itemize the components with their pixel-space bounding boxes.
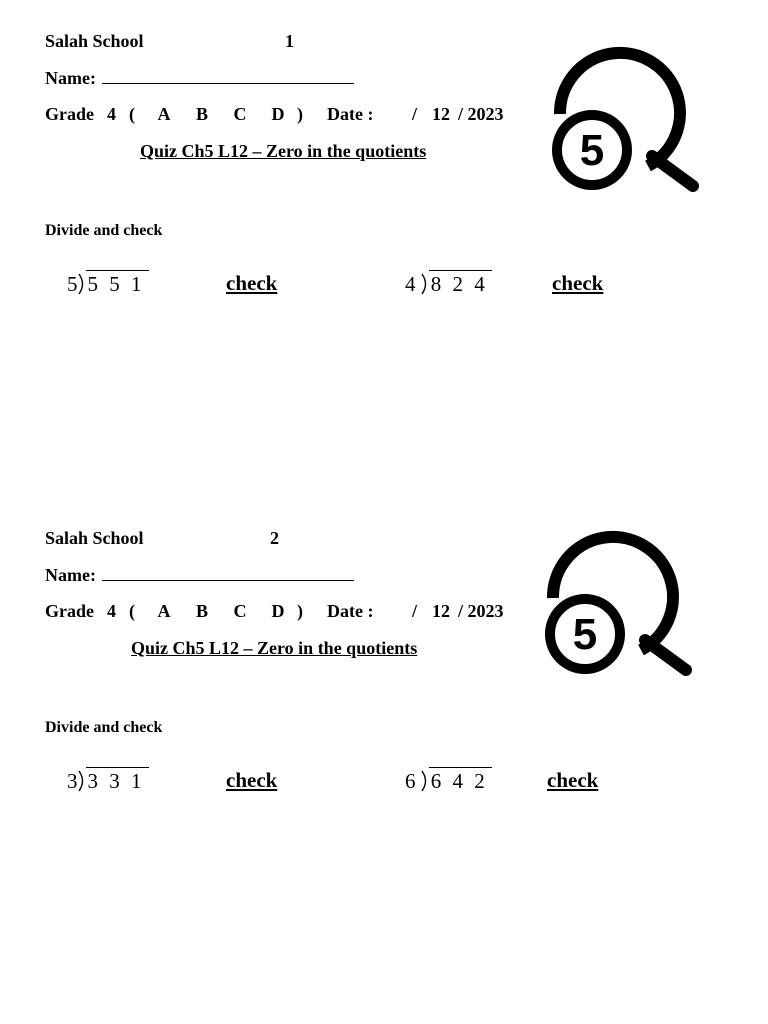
dividend: 8 2 4 xyxy=(429,270,492,297)
name-blank-line[interactable] xyxy=(102,565,354,581)
date-month: 12 xyxy=(432,601,450,621)
dividend: 5 5 1 xyxy=(86,270,149,297)
name-label: Name: xyxy=(45,68,96,88)
section-a[interactable]: A xyxy=(157,104,171,124)
grade-date-line xyxy=(45,104,518,125)
instruction: Divide and check xyxy=(45,719,163,736)
dividend: 3 3 1 xyxy=(86,767,149,794)
svg-text:5: 5 xyxy=(572,610,598,659)
long-division-bracket-icon xyxy=(421,273,429,295)
open-paren: ( xyxy=(129,104,135,124)
name-label: Name: xyxy=(45,565,96,585)
section-b[interactable]: B xyxy=(195,601,208,621)
division-problem-1 xyxy=(67,270,149,297)
division-problem-2 xyxy=(405,767,492,794)
school-name: Salah School xyxy=(45,31,144,51)
check-label-2: check xyxy=(547,768,599,792)
instruction: Divide and check xyxy=(45,222,163,239)
magnifier-five-logo-icon xyxy=(543,522,693,676)
date-year: / 2023 xyxy=(458,601,504,621)
date-label: Date : xyxy=(327,601,374,621)
date-month: 12 xyxy=(432,104,450,124)
quiz-number: 1 xyxy=(285,31,294,51)
check-label-2: check xyxy=(552,271,604,295)
grade-number: 4 xyxy=(107,601,116,621)
quiz-title: Quiz Ch5 L12 – Zero in the quotients xyxy=(131,638,418,658)
quiz-title: Quiz Ch5 L12 – Zero in the quotients xyxy=(140,141,427,161)
magnifier-five-logo-icon xyxy=(550,38,700,192)
dividend: 6 4 2 xyxy=(429,767,492,794)
long-division-bracket-icon xyxy=(78,273,86,295)
section-c[interactable]: C xyxy=(233,104,247,124)
section-d[interactable]: D xyxy=(271,104,285,124)
divisor: 3 xyxy=(67,769,78,793)
school-name: Salah School xyxy=(45,528,144,548)
check-label-1: check xyxy=(226,768,278,792)
date-separator: / xyxy=(412,104,418,124)
quiz-sheet-1 xyxy=(0,0,768,500)
date-year: / 2023 xyxy=(458,104,504,124)
long-division-bracket-icon xyxy=(421,770,429,792)
divisor: 6 xyxy=(405,769,416,793)
section-a[interactable]: A xyxy=(157,601,171,621)
section-d[interactable]: D xyxy=(271,601,285,621)
name-field[interactable] xyxy=(45,68,354,89)
section-c[interactable]: C xyxy=(233,601,247,621)
divisor: 4 xyxy=(405,272,416,296)
grade-number: 4 xyxy=(107,104,116,124)
name-blank-line[interactable] xyxy=(102,68,354,84)
svg-text:5: 5 xyxy=(579,126,605,175)
date-label: Date : xyxy=(327,104,374,124)
close-paren: ) xyxy=(297,104,303,124)
date-separator: / xyxy=(412,601,418,621)
long-division-bracket-icon xyxy=(78,770,86,792)
section-b[interactable]: B xyxy=(195,104,208,124)
open-paren: ( xyxy=(129,601,135,621)
name-field[interactable] xyxy=(45,565,354,586)
division-problem-1 xyxy=(67,767,149,794)
quiz-number: 2 xyxy=(270,528,279,548)
check-label-1: check xyxy=(226,271,278,295)
grade-label: Grade xyxy=(45,601,94,621)
close-paren: ) xyxy=(297,601,303,621)
grade-date-line xyxy=(45,601,518,622)
quiz-sheet-2 xyxy=(0,497,768,997)
division-problem-2 xyxy=(405,270,492,297)
divisor: 5 xyxy=(67,272,78,296)
grade-label: Grade xyxy=(45,104,94,124)
